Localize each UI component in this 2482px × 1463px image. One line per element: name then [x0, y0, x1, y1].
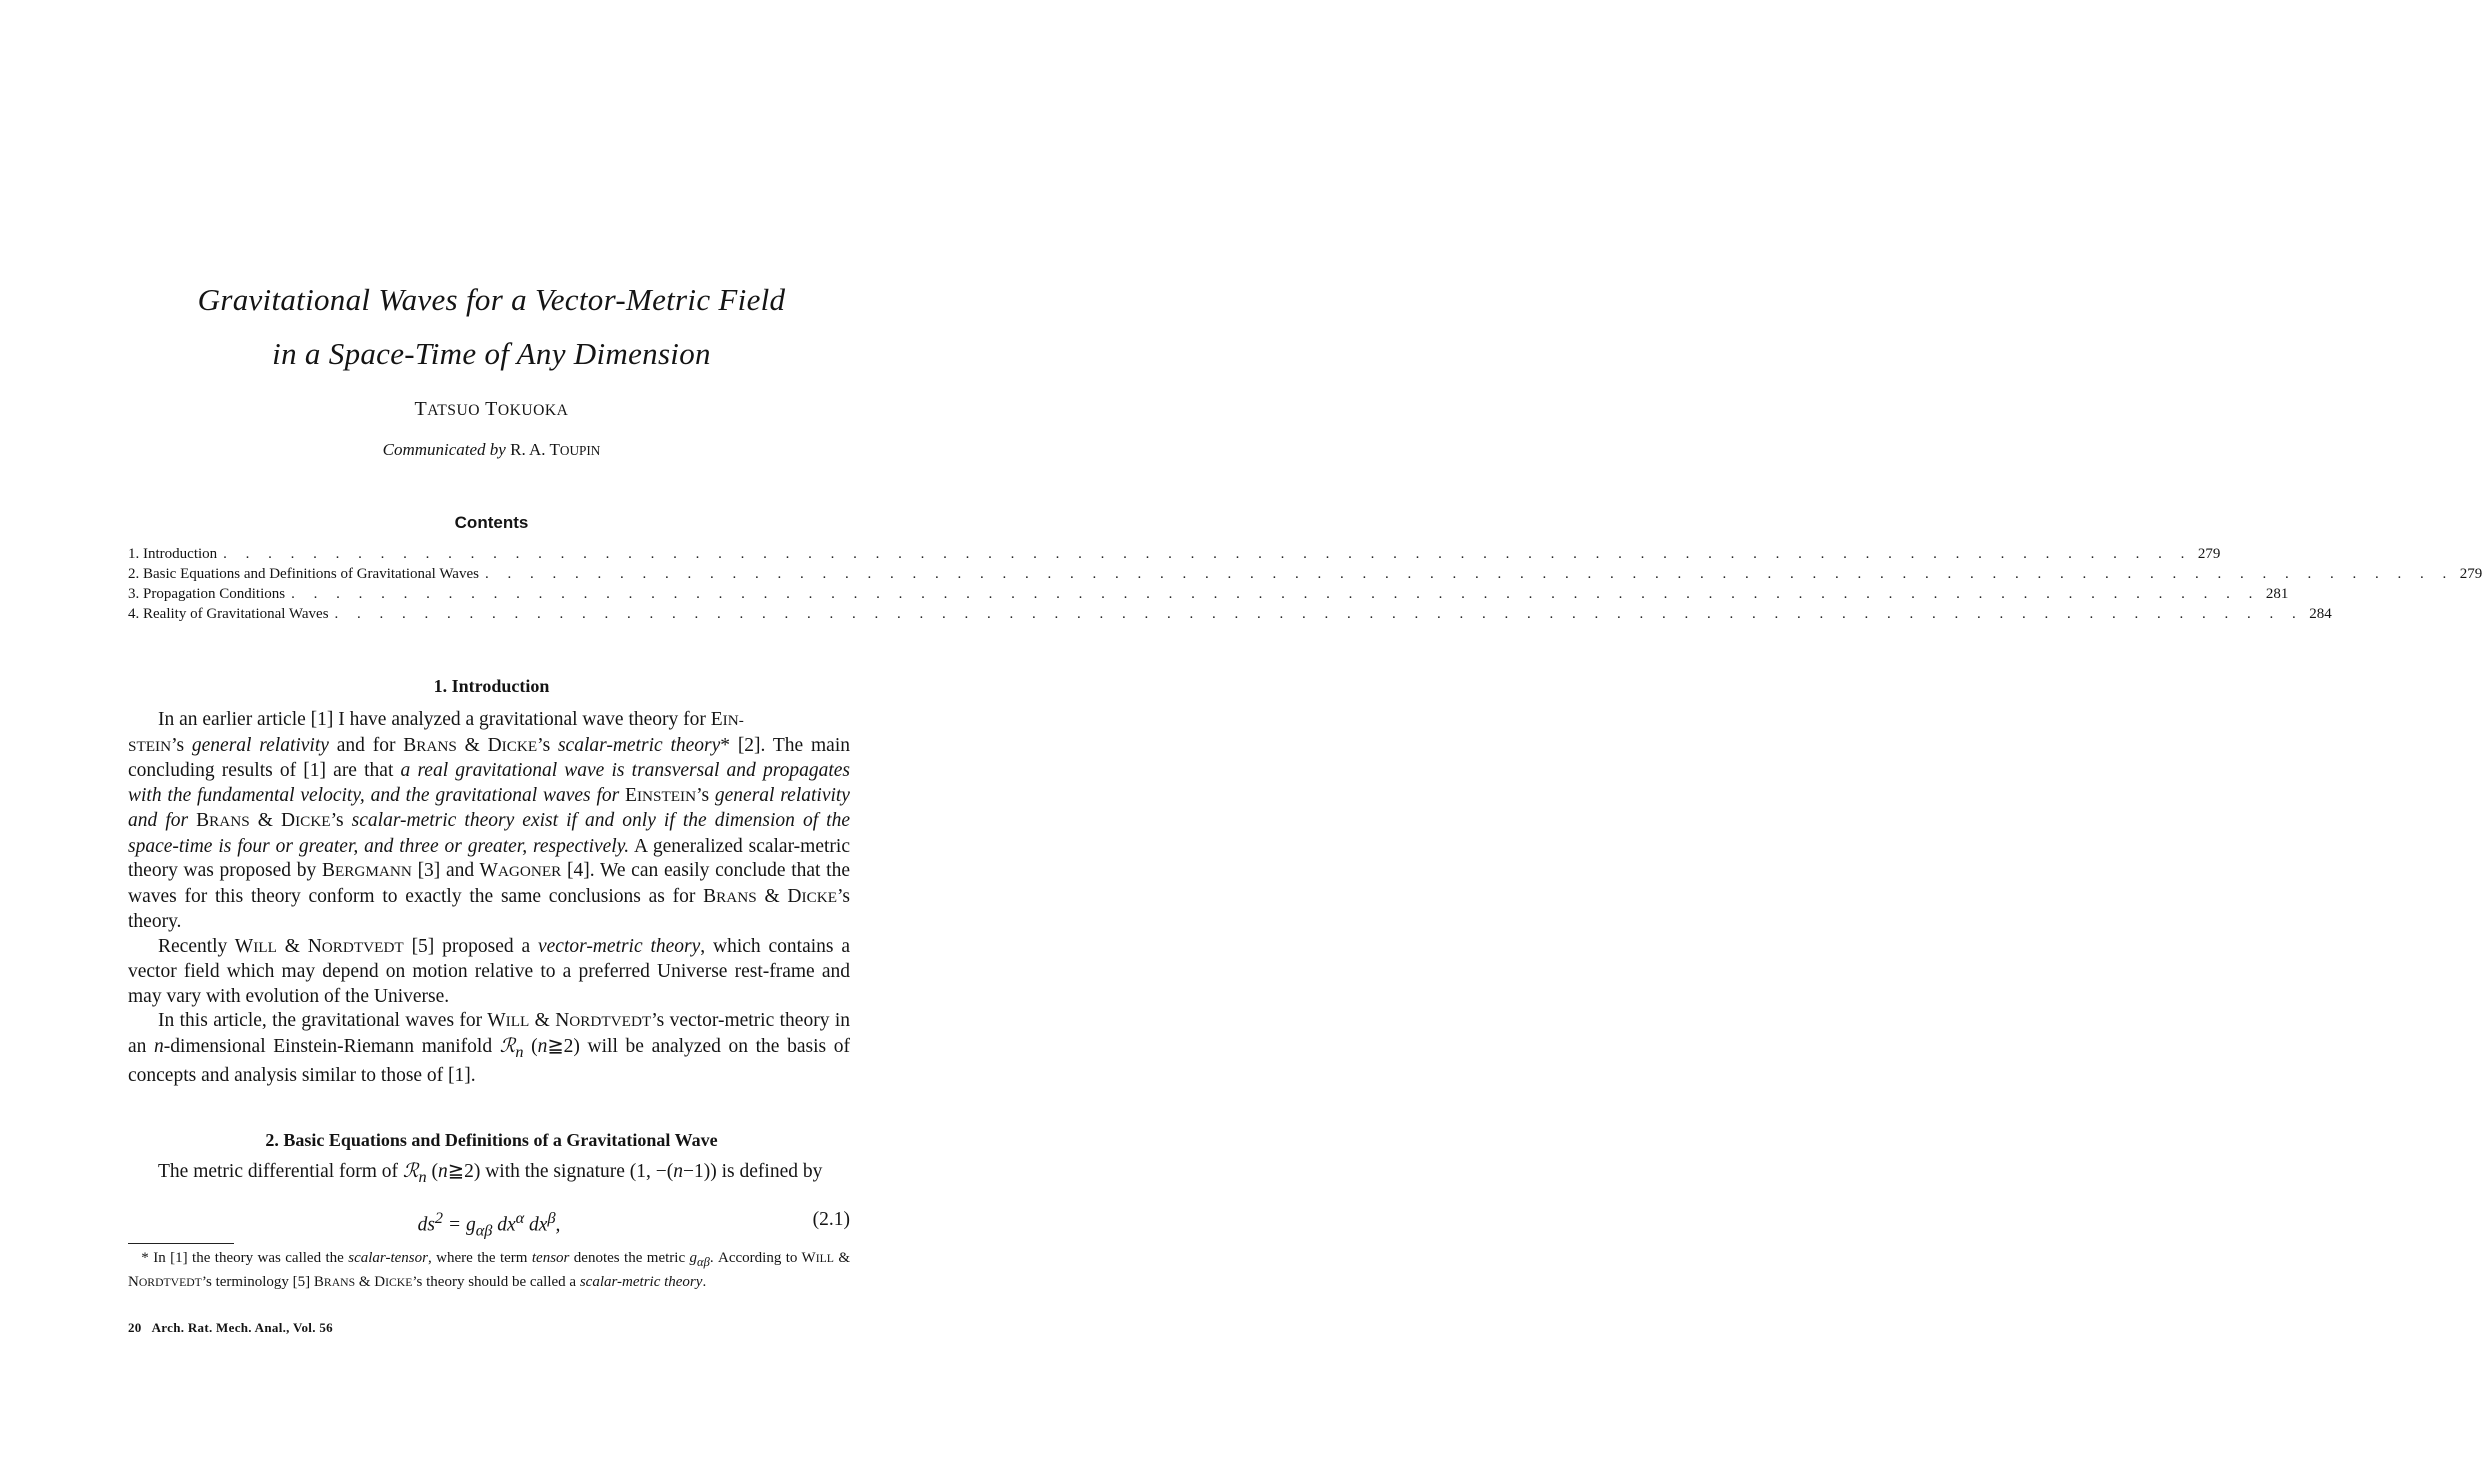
title-line-1: Gravitational Waves for a Vector-Metric Field: [197, 282, 786, 317]
toc-item[interactable]: 3. Propagation Conditions . . . . . . . . . . . . . . . . . . . . . . . . . . . . . . . . . . . . . . . . . . . . . . . . . . . . . . . . . . . . . . . . . . . . . . . . . . . . . . . . . . . . . . . . 281: [128, 586, 2289, 602]
toc-item[interactable]: 2. Basic Equations and Definitions of Gravitational Waves . . . . . . . . . . . . . . . . . . . . . . . . . . . . . . . . . . . . . . . . . . . . . . . . . . . . . . . . . . . . . . . . . . . . . . . . . . . . . . . . . . . . . . . . 279: [128, 566, 2482, 582]
paragraph: The metric differential form of ℛ$_n$ (n≧2) with the signature (1, −(n−1)) is defined by: [158, 1161, 823, 1186]
contents-heading: Contents: [454, 513, 529, 532]
author: TATSUO TOKUOKA: [414, 398, 569, 420]
footnote-rule: [128, 1243, 234, 1244]
paragraph: In an earlier article [1] I have analyzed a gravitational wave theory for EIN- STEIN’s general relativity and for BRANS & DICKE’s scalar-metric theory* [2]. The main concluding results of [1] are that a real gravitational wave is transversal and propagates with the fundamental velocity, and the gravitational waves for EINSTEIN’s general relativity and for BRANS & DICKE’s scalar-metric theory exist if and only if the dimension of the space-time is four or greater, and three or greater, respectively. A generalized scalar-metric theory was proposed by BERGMANN [3] and WAGONER [4]. We can easily conclude that the waves for this theory conform to exactly the same conclusions as for BRANS & DICKE’s theory.: [128, 709, 851, 932]
section-1-body: [128, 708, 850, 1088]
equation-2-1: [128, 1209, 850, 1240]
table-of-contents: [128, 544, 2482, 624]
section-2-body: [128, 1160, 850, 1189]
equation-label: (2.1): [812, 1209, 850, 1230]
toc-leader: . . . . . . . . . . . . . . . . . . . . . . . . . . . . . . . . . . . . . . . . . . . . . . . . . . . . . . . . . . . . . . . . . . . . . . . . . . . . . . . . . . . . . . . .: [223, 546, 2192, 562]
journal-reference: Arch. Rat. Mech. Anal., Vol. 56: [151, 1320, 333, 1335]
toc-item[interactable]: 1. Introduction . . . . . . . . . . . . . . . . . . . . . . . . . . . . . . . . . . . . . . . . . . . . . . . . . . . . . . . . . . . . . . . . . . . . . . . . . . . . . . . . . . . . . . . . 279: [128, 546, 2221, 562]
paragraph: In this article, the gravitational waves for WILL & NORDTVEDT’s vector-metric theory in an n-dimensional Einstein-Riemann manifold ℛ$_n$ (n≧2) will be analyzed on the basis of concepts and analysis similar to those of [1].: [128, 1010, 851, 1086]
communicated-by: Communicated by R. A. TOUPIN: [382, 440, 601, 459]
toc-leader: . . . . . . . . . . . . . . . . . . . . . . . . . . . . . . . . . . . . . . . . . . . . . . . . . . . . . . . . . . . . . . . . . . . . . . . . . . . . . . . . . . . . . . . .: [334, 606, 2304, 622]
equation-body: $ds^2 = g_{\alpha\beta}$ $dx^\alpha$ $dx^\beta$,: [417, 1209, 561, 1240]
section-1-heading: 1. Introduction: [433, 676, 550, 696]
toc-item[interactable]: 4. Reality of Gravitational Waves . . . . . . . . . . . . . . . . . . . . . . . . . . . . . . . . . . . . . . . . . . . . . . . . . . . . . . . . . . . . . . . . . . . . . . . . . . . . . . . . . . . . . . . . 284: [128, 606, 2332, 622]
page-footer: [128, 1320, 343, 1336]
section-2-heading: 2. Basic Equations and Definitions of a Gravitational Wave: [265, 1130, 718, 1150]
toc-leader: . . . . . . . . . . . . . . . . . . . . . . . . . . . . . . . . . . . . . . . . . . . . . . . . . . . . . . . . . . . . . . . . . . . . . . . . . . . . . . . . . . . . . . . .: [291, 586, 2260, 602]
toc-leader: . . . . . . . . . . . . . . . . . . . . . . . . . . . . . . . . . . . . . . . . . . . . . . . . . . . . . . . . . . . . . . . . . . . . . . . . . . . . . . . . . . . . . . . .: [484, 566, 2454, 582]
paragraph: Recently WILL & NORDTVEDT [5] proposed a vector-metric theory, which contains a vector field which may depend on motion relative to a preferred Universe rest-frame and may vary with evolution of the Universe.: [128, 935, 850, 1007]
title-line-2: in a Space-Time of Any Dimension: [272, 336, 711, 371]
footnote: * In [1] the theory was called the scalar-tensor, where the term tensor denotes the metric $g_{\alpha\beta}$. According to WILL & NORDTVEDT’s terminology [5] BRANS & DICKE’s theory should be called a scalar-metric theory.: [128, 1250, 850, 1290]
page-number: 20: [128, 1320, 142, 1335]
